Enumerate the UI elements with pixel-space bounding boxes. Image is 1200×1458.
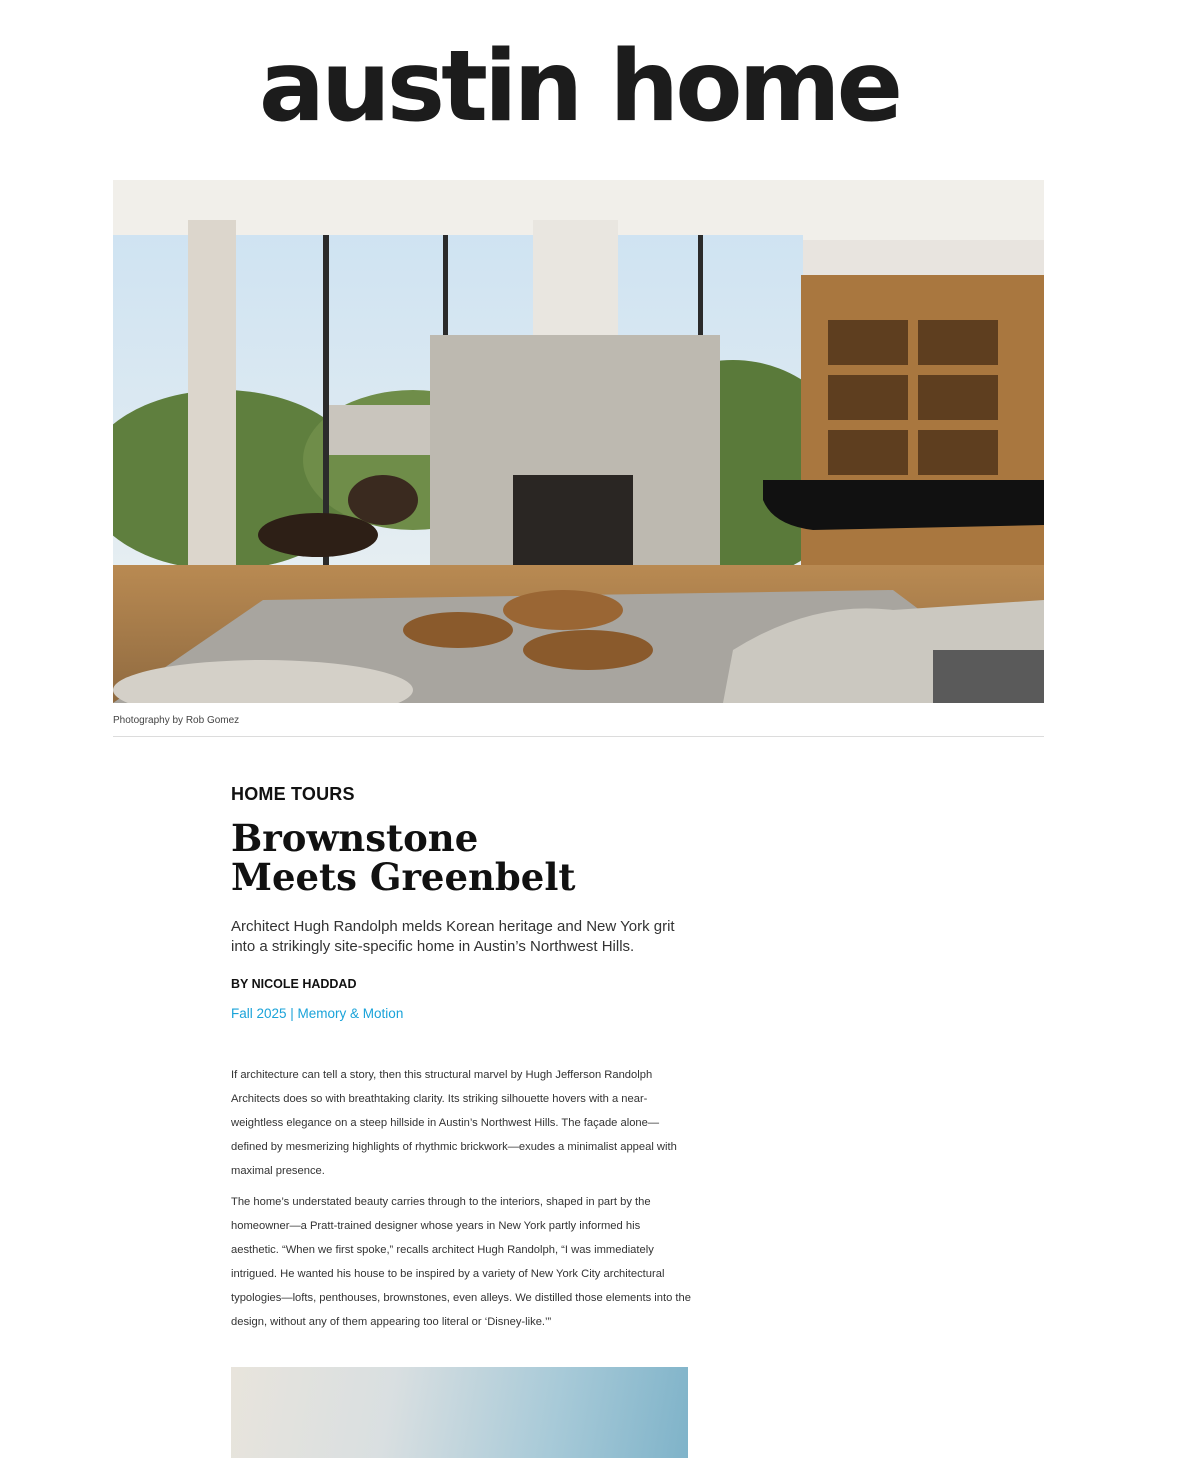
site-logo[interactable]: austin home bbox=[258, 30, 900, 144]
paragraph: The home’s understated beauty carries through to the interiors, shaped in part by the homeowner—a Pratt-trained designer whose years in New York partly informed his aesthetic. “When we first spoke,” recalls architect Hugh Randolph, “I was immediately intrigued. He wanted his house to be inspired by a variety of New York City architectural typologies—lofts, penthouses, brownstones, even alleys. We distilled those elements into the design, without any of them appearing too literal or ‘Disney-like.’” bbox=[231, 1196, 691, 1328]
byline-prefix: BY bbox=[231, 977, 252, 991]
byline bbox=[231, 977, 691, 991]
category-label[interactable]: HOME TOURS bbox=[231, 784, 355, 804]
divider bbox=[113, 736, 1044, 737]
article bbox=[231, 784, 691, 1341]
article-title: Brownstone Meets Greenbelt bbox=[231, 816, 576, 899]
article-body bbox=[231, 1063, 691, 1334]
masthead bbox=[0, 30, 1158, 144]
secondary-photo bbox=[231, 1367, 688, 1458]
photo-caption: Photography by Rob Gomez bbox=[113, 715, 240, 726]
author-name[interactable]: NICOLE HADDAD bbox=[251, 977, 357, 991]
living-room-photo-icon bbox=[113, 180, 1044, 703]
hero-photo bbox=[113, 180, 1044, 703]
article-dek: Architect Hugh Randolph melds Korean heritage and New York grit into a strikingly site-specific home in Austin’s Northwest Hills. bbox=[231, 918, 675, 955]
issue-link[interactable]: Fall 2025 | Memory & Motion bbox=[231, 1006, 404, 1021]
paragraph: If architecture can tell a story, then this structural marvel by Hugh Jefferson Randolph Architects does so with breathtaking clarity. Its striking silhouette hovers with a near-weightless elegance on a steep hillside in Austin’s Northwest Hills. The façade alone—defined by mesmerizing highlights of rhythmic brickwork—exudes a minimalist appeal with maximal presence. bbox=[231, 1069, 677, 1177]
